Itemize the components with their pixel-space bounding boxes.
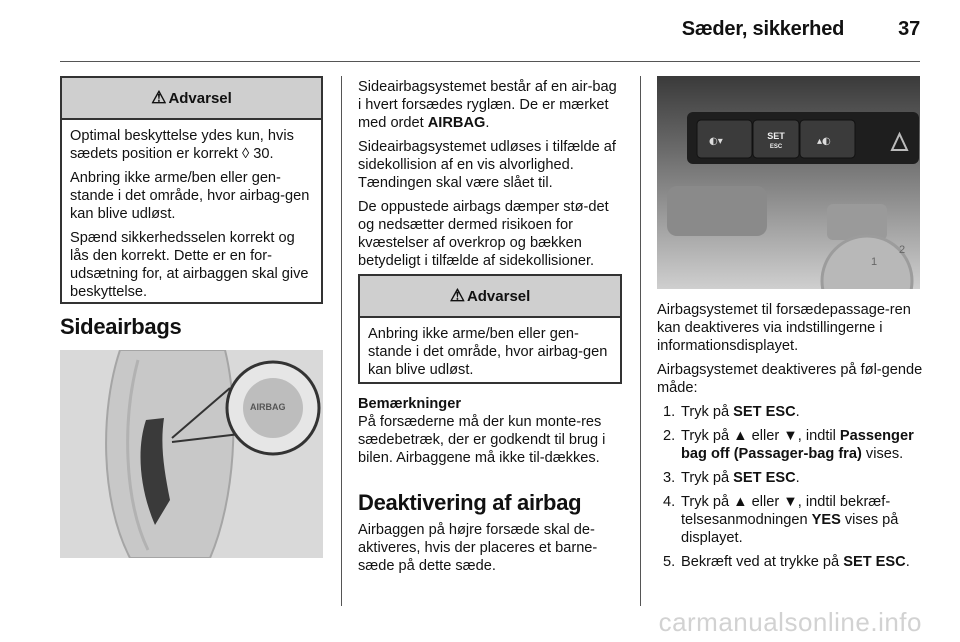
warning-triangle-icon: ⚠	[151, 88, 167, 107]
warning-paragraph: Anbring ikke arme/ben eller gen-stande i det område, hvor airbag-gen kan blive udløst.	[70, 170, 310, 222]
dial-number-2: 2	[899, 244, 906, 256]
paragraph: Sideairbagsystemet udløses i tilfælde af sidekollision af en vis alvorlighed. Tændingen skal være slået til.	[358, 139, 616, 191]
step-key: SET ESC	[733, 470, 796, 486]
step-text: .	[795, 404, 800, 420]
svg-text:▴◐: ▴◐	[817, 136, 831, 147]
paragraph: Airbagsystemet deaktiveres på føl-gende måde:	[657, 362, 923, 396]
section-heading-sideairbags: Sideairbags	[60, 314, 182, 339]
page-number: 37	[898, 18, 920, 40]
deactivation-text	[358, 521, 624, 581]
column-divider-1	[341, 76, 342, 606]
dashboard-image	[657, 76, 920, 289]
step-key: YES	[811, 512, 841, 528]
step-key: Passenger bag off (Passager-bag fra)	[681, 428, 914, 462]
step-number: 4.	[663, 494, 676, 510]
warning-paragraph: Anbring ikke arme/ben eller gen-stande i det område, hvor airbag-gen kan blive udløst.	[368, 326, 608, 378]
svg-text:◐▾: ◐▾	[709, 136, 723, 147]
warning-box-1	[60, 76, 323, 304]
step-number: 3.	[663, 470, 676, 486]
step-text: Tryk på ▲ eller ▼, indtil bekræf-telsesanmodningen	[681, 494, 891, 528]
paragraph: De oppustede airbags dæmper stø-det og nedsætter dermed risikoen for kvæstelser af overkrop og bækken betydeligt i tilfælde af sidekollisioner.	[358, 199, 609, 269]
warning-box-body	[62, 120, 321, 309]
step-item	[657, 469, 923, 487]
warning-paragraph: Spænd sikkerhedsselen korrekt og lås den korrekt. Dette er en for-udsætning for, at airbaggen skal give beskyttelse.	[70, 230, 309, 300]
step-text: Tryk på	[681, 470, 734, 486]
section-heading-deactivation: Deaktivering af airbag	[358, 490, 582, 515]
step-text: Tryk på	[681, 404, 734, 420]
step-number: 2.	[663, 428, 676, 444]
step-number: 5.	[663, 554, 676, 570]
header-divider	[60, 61, 920, 62]
warning-box-body	[360, 318, 620, 387]
warning-box-2	[358, 274, 622, 384]
step-item	[657, 403, 923, 421]
right-text	[657, 301, 923, 577]
page-title: Sæder, sikkerhed	[681, 18, 845, 40]
dashboard-illustration	[657, 76, 920, 289]
paragraph	[358, 78, 624, 132]
notes-block	[358, 395, 624, 473]
airbag-term: AIRBAG	[427, 115, 486, 131]
notes-heading: Bemærkninger	[358, 396, 461, 412]
paragraph: Airbagsystemet til forsædepassage-ren kan deaktiveres via indstillingerne i informationsdisplayet.	[657, 302, 911, 354]
warning-paragraph: Optimal beskyttelse ydes kun, hvis sædets position er korrekt ◊ 30.	[70, 128, 294, 162]
step-item	[657, 553, 923, 571]
step-text: Bekræft ved at trykke på	[681, 554, 844, 570]
seat-airbag-image	[60, 350, 323, 558]
watermark: carmanualsonline.info	[658, 607, 922, 637]
step-key: SET ESC	[843, 554, 906, 570]
column-divider-2	[640, 76, 641, 606]
warning-triangle-icon: ⚠	[449, 286, 465, 305]
step-item	[657, 427, 923, 463]
seat-illustration	[60, 350, 323, 558]
button-label-set: SET	[767, 131, 785, 141]
page-header	[682, 18, 920, 41]
warning-title: Advarsel	[466, 287, 531, 305]
step-text: vises.	[861, 446, 904, 462]
airbag-label: AIRBAG	[250, 402, 286, 412]
paragraph-text: Sideairbagsystemet består af en air-bag i hvert forsædes ryglæn. De er mærket med ordet	[358, 79, 617, 131]
warning-box-header	[62, 78, 321, 120]
button-label-esc: ESC	[769, 144, 783, 150]
step-item	[657, 493, 923, 547]
step-text: .	[795, 470, 800, 486]
step-number: 1.	[663, 404, 676, 420]
paragraph: Airbaggen på højre forsæde skal de-aktiveres, hvis der placeres et barne-sæde på dette sæde.	[358, 522, 598, 574]
paragraph-text: .	[485, 115, 490, 131]
warning-title: Advarsel	[168, 89, 232, 107]
step-text: vises på displayet.	[681, 512, 899, 546]
notes-text: På forsæderne må der kun monte-res sædebetræk, der er godkendt til brug i bilen. Airbaggene må ikke til-dækkes.	[358, 414, 606, 466]
step-text: .	[905, 554, 910, 570]
step-key: SET ESC	[733, 404, 796, 420]
set-esc-button-label	[762, 132, 790, 152]
dial-number-1: 1	[871, 256, 878, 268]
warning-box-header	[360, 276, 620, 318]
steps-list	[657, 403, 923, 571]
middle-text	[358, 78, 624, 276]
step-text: Tryk på ▲ eller ▼, indtil	[681, 428, 840, 444]
